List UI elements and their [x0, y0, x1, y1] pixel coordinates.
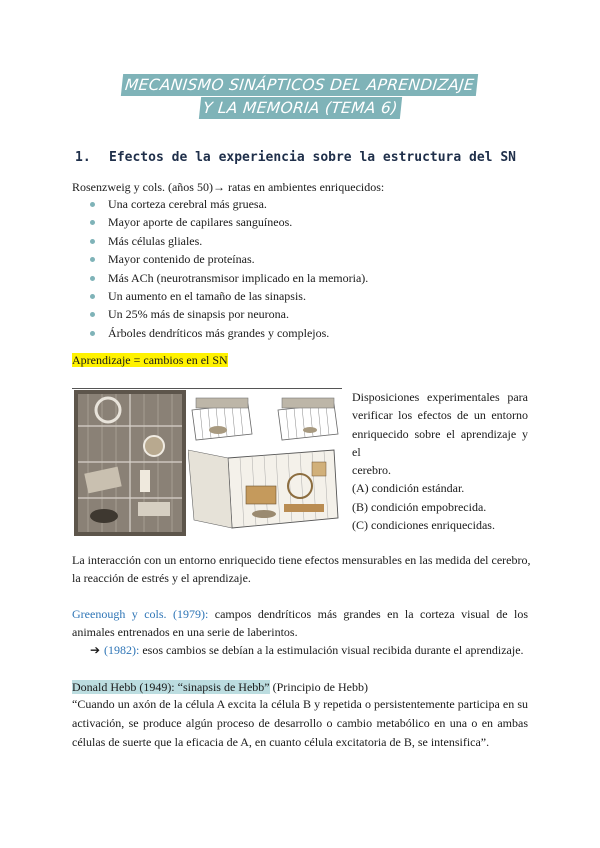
bullet-icon	[90, 331, 95, 336]
hebb-highlighted-author: Donald Hebb (1949): “sinapsis de Hebb”	[72, 680, 270, 694]
cage-standard-illustration	[192, 398, 252, 440]
document-title	[0, 74, 600, 119]
list-item: Un aumento en el tamaño de las sinapsis.	[88, 287, 368, 305]
caption-line: enriquecido sobre el aprendizaje y el	[352, 426, 528, 459]
greenough-1982-reference-link[interactable]: (1982):	[104, 643, 140, 657]
cage-enriched-illustration	[188, 450, 338, 528]
highlighted-text: Aprendizaje = cambios en el SN	[72, 353, 228, 367]
bullet-list	[88, 195, 368, 342]
caption-line: cerebro.	[352, 463, 391, 478]
greenough-reference-link[interactable]: Greenough y cols. (1979):	[72, 607, 209, 621]
caption-condition-a: (A) condición estándar.	[352, 481, 465, 496]
title-line-1: MECANISMO SINÁPTICOS DEL APRENDIZAJE	[121, 74, 478, 96]
hebb-principle-label: (Principio de Hebb)	[269, 680, 368, 694]
section-heading-text: Efectos de la experiencia sobre la estructura del SN	[109, 150, 516, 165]
figure-top-rule	[72, 388, 342, 389]
greenough-text: campos dendríticos más grandes en la corteza visual de los animales entrenados en una serie de laberintos.	[72, 607, 528, 639]
rat-cage-photo	[74, 390, 186, 536]
list-item: Mayor aporte de capilares sanguíneos.	[88, 213, 368, 231]
caption-condition-b: (B) condición empobrecida.	[352, 499, 487, 514]
bullet-icon	[90, 257, 95, 262]
bullet-icon	[90, 294, 95, 299]
hebb-heading	[72, 678, 368, 696]
caption-line: verificar los efectos de un entorno	[352, 408, 528, 423]
bullet-icon	[90, 276, 95, 281]
greenough-followup	[90, 641, 524, 659]
list-item: Mayor contenido de proteínas.	[88, 250, 368, 268]
greenough-paragraph	[72, 605, 528, 641]
title-line-2: Y LA MEMORIA (TEMA 6)	[199, 97, 402, 119]
interaction-paragraph: La interacción con un entorno enriquecido tiene efectos mensurables en las medida del cerebro, la reacción de estrés y el aprendizaje.	[72, 553, 531, 585]
intro-text: Rosenzweig y cols. (años 50)→ ratas en ambientes enriquecidos:	[72, 180, 385, 194]
caption-line: Disposiciones experimentales para	[352, 390, 528, 404]
hebb-quote: “Cuando un axón de la célula A excita la célula B y repetida o persistentemente participa en su activación, se produce algún proceso de desarrollo o cambio metabólico en una o en ambas células de suerte que la eficacia de A, en cuanto célula excitatoria de B, se intensifica”.	[72, 697, 528, 749]
list-item: Árboles dendríticos más grandes y complejos.	[88, 324, 368, 342]
greenough-followup-text: esos cambios se debían a la estimulación visual recibida durante el aprendizaje.	[139, 643, 524, 657]
list-item: Un 25% más de sinapsis por neurona.	[88, 305, 368, 323]
cage-impoverished-illustration	[278, 398, 338, 440]
section-number: 1.	[75, 150, 91, 165]
bullet-icon	[90, 202, 95, 207]
experimental-cages-figure	[188, 390, 342, 536]
bullet-icon	[90, 220, 95, 225]
list-item: Más células gliales.	[88, 232, 368, 250]
bullet-icon	[90, 312, 95, 317]
figure-caption	[352, 388, 528, 534]
arrow-icon: ➔	[90, 643, 101, 657]
bullet-icon	[90, 239, 95, 244]
section-heading	[75, 150, 516, 165]
caption-condition-c: (C) condiciones enriquecidas.	[352, 518, 495, 533]
list-item: Una corteza cerebral más gruesa.	[88, 195, 368, 213]
highlight-note	[72, 351, 228, 369]
list-item: Más ACh (neurotransmisor implicado en la memoria).	[88, 269, 368, 287]
